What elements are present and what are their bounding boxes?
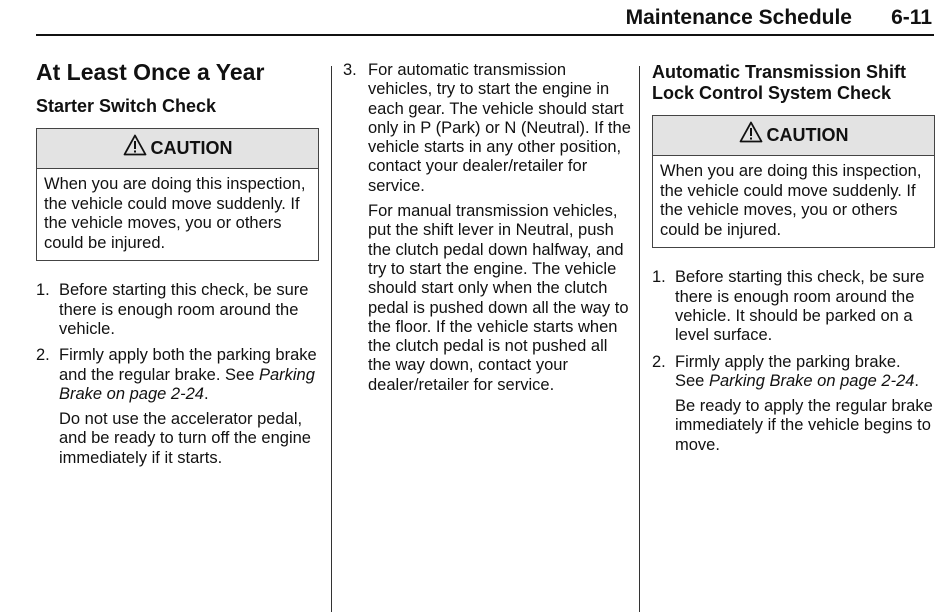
- page-header: [36, 0, 934, 36]
- page-heading: At Least Once a Year: [36, 59, 265, 85]
- column-middle: [343, 61, 633, 402]
- caution-text: When you are doing this inspection, the vehicle could move suddenly. If the vehicle moves, you or others could be injured.: [660, 162, 922, 239]
- step-list: [343, 61, 633, 395]
- step-note: Do not use the accelerator pedal, and be ready to turn off the engine immediately if it starts.: [59, 410, 311, 467]
- step-list: [36, 281, 321, 468]
- step-number: 2.: [36, 346, 50, 365]
- caution-box: [36, 128, 319, 261]
- step-number: 3.: [343, 61, 357, 79]
- subheading: Starter Switch Check: [36, 96, 217, 116]
- caution-header: [37, 129, 318, 169]
- caution-label: CAUTION: [150, 138, 233, 158]
- cross-reference: Parking Brake on page 2-24: [59, 365, 315, 403]
- column-right: [652, 56, 934, 462]
- step-text: Before starting this check, be sure there is enough room around the vehicle.: [59, 281, 309, 338]
- column-divider: [639, 66, 640, 612]
- step-text: Firmly apply both the parking brake and the regular brake. See: [59, 346, 317, 384]
- step-number: 1.: [652, 268, 666, 287]
- warning-triangle-icon: [739, 121, 763, 143]
- column-left: [36, 56, 321, 475]
- section-title: Maintenance Schedule: [625, 6, 852, 29]
- step-list: [652, 268, 934, 455]
- step-number: 1.: [36, 281, 50, 300]
- list-item: 2. Firmly apply the parking brake. See Parking Brake on page 2-24. Be ready to apply the regular brake immediately if the vehicle begins to move.: [652, 352, 933, 454]
- caution-box: [652, 115, 935, 248]
- step-note: For manual transmission vehicles, put the shift lever in Neutral, push the clutch pedal down halfway, and try to start the engine. The vehicle should start only when the clutch pedal is pushed down all the way to the floor. If the vehicle starts when the clutch pedal is not pushed all the way down, contact your dealer/retailer for service.: [368, 202, 629, 394]
- page-number: 6-11: [891, 6, 932, 29]
- caution-text: When you are doing this inspection, the vehicle could move suddenly. If the vehicle moves, you or others could be injured.: [44, 175, 306, 252]
- step-note: Be ready to apply the regular brake immediately if the vehicle begins to move.: [675, 397, 933, 454]
- list-item: [343, 61, 633, 395]
- warning-triangle-icon: [123, 134, 147, 156]
- step-text: Firmly apply the parking brake. See: [675, 352, 901, 390]
- caution-label: CAUTION: [766, 125, 849, 145]
- list-item: 2. Firmly apply both the parking brake and the regular brake. See Parking Brake on page 2-24. Do not use the accelerator pedal, and be ready to turn off the engine immediately if it starts.: [36, 346, 321, 468]
- caution-header: [653, 116, 934, 156]
- cross-reference: Parking Brake on page 2-24: [708, 371, 915, 390]
- list-item: [652, 268, 934, 345]
- list-item: [36, 281, 321, 339]
- step-text: For automatic transmission vehicles, try to start the engine in each gear. The vehicle should start only in P (Park) or N (Neutral). If the vehicle starts in any other position, contact your dealer/retailer for service.: [368, 61, 631, 195]
- subheading: Automatic Transmission Shift Lock Control System Check: [652, 62, 907, 103]
- step-text: Before starting this check, be sure there is enough room around the vehicle. It should be parked on a level surface.: [675, 268, 925, 345]
- column-divider: [331, 66, 332, 612]
- step-number: 2.: [652, 352, 666, 371]
